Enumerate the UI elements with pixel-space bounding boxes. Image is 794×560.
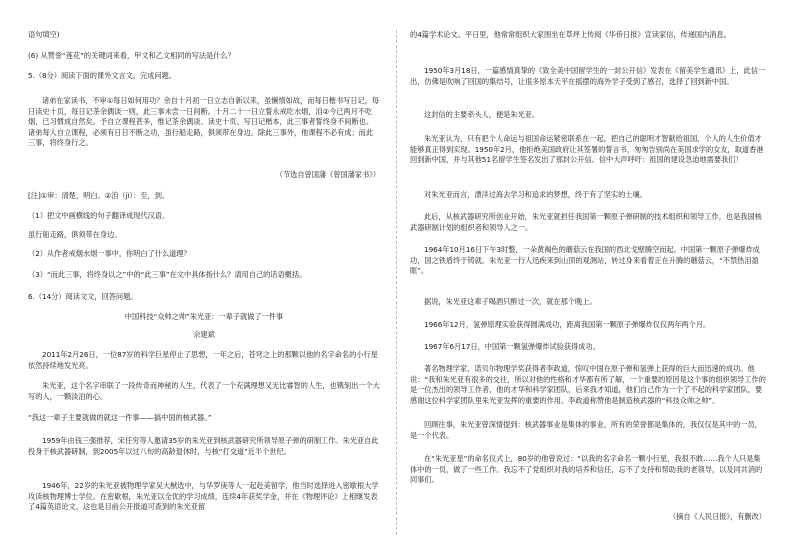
question-5-3: （3）“而此三事，将终身以之”中的“此三事”在文中具体指什么？请用自己的话语概括。 [28,270,307,279]
passage-source: （节选自曾国藩《曾国藩家书》） [275,170,380,179]
question-5-1: （1）把文中画横线的句子翻译成现代汉语。 [28,211,170,220]
article-paragraph-14: 1967年6月17日，中国第一颗氢弹爆炸试验获得成功。 [424,342,600,351]
article-paragraph-9: 对朱光亚而言，漂洋过海去学习和追求的梦想，终于有了坚实的土壤。 [424,190,647,199]
article-paragraph-17: 在“朱光亚星”的命名仪式上，80岁的他曾说过：“以我的名字命名一颗小行星，我很不敢……我个人只是集体中的一员，做了一些工作。我忘不了党组织对我的培养和信任，忘不了支持和帮助我的老领导，以及同共消的同事们。 [410,454,763,485]
article-author: 佘建斌 [193,330,215,339]
article-paragraph-5: 的4篇学术论文。平日里，他常常组织大家围坐在草坪上传阅《华侨日报》宣读家信，传递国内消息。 [410,30,731,39]
article-paragraph-15: 著名物理学家、诺贝尔物理学奖获得者李政道，惊叹中国在原子弹和氢弹上获得的巨大而迅速的成功。他说：“我和朱光亚有很多的交往，所以对他的性格和才华都有所了解，一个重要的原因是这个事的组织领导工作的是一位杰出的领导工作者，他的才华和科学家团队，后来我才知道，他们自己作为一个了不起的科学家团队，要感谢这位科学家团队里朱光亚发挥的重要的作用。李政道称赞他是制造核武器的“科技众帅之帅”。 [410,364,766,405]
question-fragment: 语句填空) [28,30,60,39]
article-paragraph-1: 2011年2月26日，一位87岁的科学巨星停止了思想，一年之后，苍穹之上的那颗以他的名字命名的小行星依然持续地发光亮。 [28,350,378,370]
question-5-1-sentence: 虽行船走路，俱须带在身边。 [28,230,122,239]
article-paragraph-12: 据说，朱光亚这辈子喝酒只醉过一次，就在那个晚上。 [424,297,597,306]
question-6-heading: 6.（14分）阅读文文，回答问题。 [28,292,138,301]
article-paragraph-13: 1966年12月，氢弹原理实验获得圆满成功，距离我国第一颗原子弹爆炸仅仅两年两个月。 [424,320,711,329]
article-source: （摘自《人民日报》，有删改） [668,512,766,521]
article-paragraph-11: 1964年10月16日下午3时整，一朵黄褐色的蘑菇云在我国的西北戈壁腾空而起。中国第一颗原子弹爆炸成功，国之铁盾终于铸就。朱光亚一行人迅疾来到山顶的观测站，转过身来看着正在升腾的蘑菇云，“不禁热泪盈眶”。 [410,245,760,276]
article-paragraph-3: 1959年由钱三强推荐，宋任穷等人邀请35岁的朱光亚到核武器研究所领导原子弹的研制工作。朱光亚自此投身于核武器研制，到2005年以过八旬的高龄退休时，与核“打交道”近半个世纪。 [28,436,379,456]
article-title: 中国科技“众帅之帅”朱光亚：一辈子就做了一件事 [124,312,284,321]
question-6-lotus: (6) 从赞誉“莲花”的关键词来看，甲文和乙文相同的写法是什么？ [28,51,235,60]
article-paragraph-4: 1946年，22岁的朱光亚被物理学家吴大猷选中，与华罗庚等人一起赴美留学，他当时选择进入密歇根大学攻读核物理博士学位。在密歇根，朱光亚以全优的学习成绩，连续4年获奖学金，并在《物理评论》上相继发表了4篇英语论文。这也是目前公开报道可查到的朱光亚留 [28,481,379,512]
column-divider [396,30,397,535]
article-paragraph-10: 此后，从核武器研究所创业开始，朱光亚就担任我国第一颗原子弹研制的技术组织和领导工作，也是我国核武器研制计划的组织者和领导人之一。 [410,212,762,232]
article-paragraph-8: 朱光亚认为，只有把个人命运与祖国命运紧密联系在一起，把自己的聪明才智献给祖国，个人的人生价值才能够真正得到实现。1950年2月，他拒绝美国政府让其签署的誓言书，匆匆告别尚在美国求学的女友，取道香港回到新中国，并与其他51名留学生签名发出了那封公开信。信中大声呼吁：祖国的建设急迫地需要我们！ [410,134,764,165]
classical-passage: 诸弟在家读书，不审①每日如何用功？余自十月初一日立志自新以来，虽懒惰如故，而每日楷书写日记，每日读史十页，每日记茶余偶谈一则，此三事未尝一日间断。十月二十一日立誓永戒吃水烟，洎②今已两月不吃烟，已习惯成自然矣。予自立课程甚多，惟记茶余偶谈、读史十页、写日记楷本，此三事者誓终身不间断也。诸弟每人自立课程，必须有日日不断之功，虽行船走路，俱须带在身边。除此三事外，他课程不必有成；而此三事，将终身行之。 [28,96,380,148]
article-paragraph-16: 回顾往事，朱光亚曾深情提到：核武器事业是集体的事业，所有的荣誉都是集体的，我仅仅是其中的一员，是一个代表。 [410,420,762,440]
article-quote: “我这一辈子主要就做的就这一件事——搞中国的核武器。” [28,413,212,422]
question-5-heading: 5.（8分）阅读下面的课外文言文，完成问题。 [28,71,176,80]
article-paragraph-7: 这封信的主要牵头人，便是朱光亚。 [424,110,540,119]
article-paragraph-6: 1950年3月18日，一篇感情真挚的《致全美中国留学生的一封公开信》发表在《留美学生通讯》上，此信一出，仿佛是吹响了回国的集结号，让很多原本天平在摇摆的海外学子受到了感召，选择了回到新中国。 [410,66,766,86]
passage-note: [注]①审：清楚，明白。②洎（jì）：至，到。 [28,191,170,200]
article-paragraph-2: 朱光亚，这个名字串联了一段传奇而神秘的人生，代表了一个充满理想又无比睿智的人生，也镌刻出一个大写的人，一颗淡泊的心。 [28,381,380,401]
question-5-2: （2）从作者戒烟水烟一事中，你明白了什么道理？ [28,249,191,258]
